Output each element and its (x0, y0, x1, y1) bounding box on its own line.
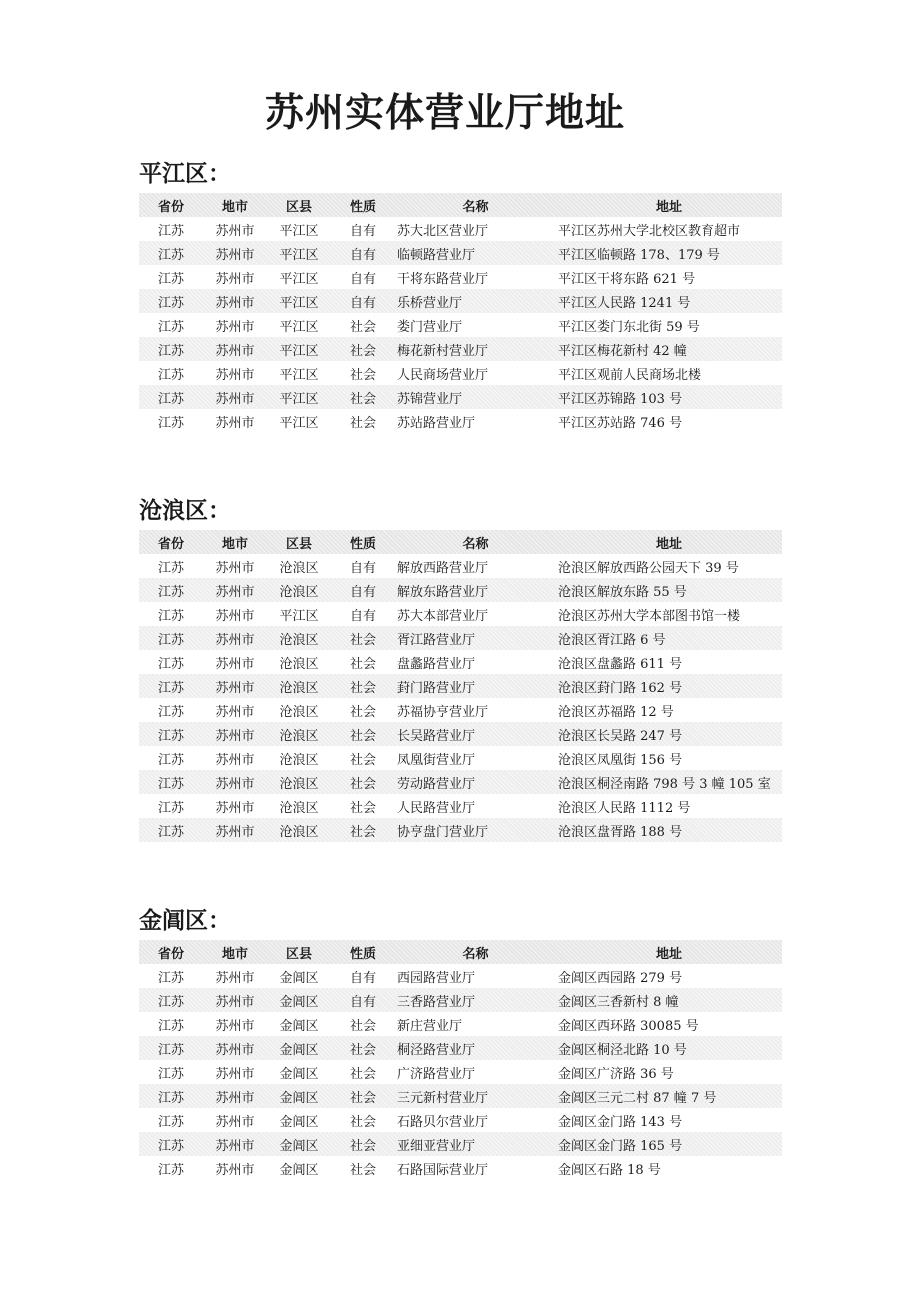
cell-province: 江苏 (157, 608, 184, 624)
cell-type: 社会 (349, 1066, 376, 1082)
page-title: 苏州实体营业厅地址 (264, 90, 625, 136)
cell-name: 乐桥营业厅 (397, 295, 463, 311)
cell-province: 江苏 (157, 223, 184, 239)
cell-city: 苏州市 (215, 1138, 255, 1154)
column-header-name: 名称 (462, 946, 489, 962)
cell-province: 江苏 (157, 1090, 184, 1106)
cell-address: 沧浪区盘蠡路 611 号 (558, 656, 683, 672)
cell-name: 梅花新村营业厅 (397, 343, 489, 359)
cell-province: 江苏 (157, 632, 184, 648)
cell-name: 葑门路营业厅 (397, 680, 476, 696)
cell-district: 金阊区 (279, 1162, 319, 1178)
cell-name: 苏大北区营业厅 (397, 223, 489, 239)
cell-province: 江苏 (157, 584, 184, 600)
cell-address: 金阊区金门路 143 号 (558, 1114, 683, 1130)
cell-type: 自有 (349, 295, 376, 311)
cell-name: 桐泾路营业厅 (397, 1042, 476, 1058)
cell-type: 自有 (349, 271, 376, 287)
column-header-address: 地址 (655, 199, 682, 215)
table-canglang (139, 530, 782, 842)
cell-address: 沧浪区长吴路 247 号 (558, 728, 683, 744)
cell-type: 社会 (349, 752, 376, 768)
cell-province: 江苏 (157, 824, 184, 840)
cell-type: 社会 (349, 1018, 376, 1034)
cell-district: 金阊区 (279, 1066, 319, 1082)
column-header-type: 性质 (349, 199, 376, 215)
table-row (139, 385, 782, 409)
cell-city: 苏州市 (215, 1066, 255, 1082)
cell-city: 苏州市 (215, 319, 255, 335)
cell-address: 金阊区石路 18 号 (558, 1162, 661, 1178)
cell-address: 沧浪区苏福路 12 号 (558, 704, 674, 720)
cell-district: 平江区 (279, 391, 319, 407)
cell-name: 协亨盘门营业厅 (397, 824, 489, 840)
cell-type: 自有 (349, 608, 376, 624)
cell-type: 自有 (349, 584, 376, 600)
table-row (139, 988, 782, 1012)
cell-city: 苏州市 (215, 1162, 255, 1178)
column-header-district: 区县 (285, 199, 312, 215)
cell-province: 江苏 (157, 415, 184, 431)
cell-district: 沧浪区 (279, 704, 319, 720)
table-row (139, 746, 782, 770)
cell-type: 社会 (349, 391, 376, 407)
table-pingjiang (139, 193, 782, 433)
cell-address: 平江区临顿路 178、179 号 (558, 247, 720, 263)
cell-type: 自有 (349, 223, 376, 239)
cell-district: 金阊区 (279, 1138, 319, 1154)
cell-address: 沧浪区解放西路公园天下 39 号 (558, 560, 739, 576)
cell-type: 社会 (349, 343, 376, 359)
cell-name: 临顿路营业厅 (397, 247, 476, 263)
section-heading-pingjiang: 平江区： (139, 160, 231, 187)
cell-district: 平江区 (279, 247, 319, 263)
cell-address: 平江区观前人民商场北楼 (558, 367, 702, 383)
cell-name: 劳动路营业厅 (397, 776, 476, 792)
cell-address: 平江区干将东路 621 号 (558, 271, 696, 287)
cell-district: 平江区 (279, 415, 319, 431)
cell-city: 苏州市 (215, 656, 255, 672)
table-row (139, 674, 782, 698)
cell-province: 江苏 (157, 1042, 184, 1058)
cell-district: 沧浪区 (279, 560, 319, 576)
column-header-province: 省份 (157, 536, 184, 552)
cell-address: 沧浪区人民路 1112 号 (558, 800, 691, 816)
cell-address: 金阊区三香新村 8 幢 (558, 994, 679, 1010)
cell-name: 广济路营业厅 (397, 1066, 476, 1082)
table-row (139, 1084, 782, 1108)
cell-district: 平江区 (279, 223, 319, 239)
table-row (139, 361, 782, 385)
cell-type: 社会 (349, 1114, 376, 1130)
cell-address: 沧浪区凤凰街 156 号 (558, 752, 683, 768)
cell-city: 苏州市 (215, 1090, 255, 1106)
table-jinchang (139, 940, 782, 1180)
cell-district: 金阊区 (279, 1114, 319, 1130)
cell-city: 苏州市 (215, 704, 255, 720)
cell-province: 江苏 (157, 776, 184, 792)
cell-city: 苏州市 (215, 343, 255, 359)
cell-district: 平江区 (279, 295, 319, 311)
cell-city: 苏州市 (215, 584, 255, 600)
cell-address: 平江区苏锦路 103 号 (558, 391, 683, 407)
cell-type: 社会 (349, 1162, 376, 1178)
cell-name: 人民商场营业厅 (397, 367, 489, 383)
cell-city: 苏州市 (215, 1114, 255, 1130)
cell-city: 苏州市 (215, 776, 255, 792)
table-row (139, 265, 782, 289)
cell-type: 社会 (349, 656, 376, 672)
cell-type: 自有 (349, 970, 376, 986)
cell-district: 沧浪区 (279, 800, 319, 816)
column-header-type: 性质 (349, 536, 376, 552)
cell-address: 金阊区金门路 165 号 (558, 1138, 683, 1154)
cell-district: 金阊区 (279, 1018, 319, 1034)
cell-district: 沧浪区 (279, 680, 319, 696)
cell-name: 三香路营业厅 (397, 994, 476, 1010)
table-header-row (139, 530, 782, 554)
cell-name: 石路贝尔营业厅 (397, 1114, 489, 1130)
cell-type: 社会 (349, 704, 376, 720)
cell-type: 社会 (349, 1042, 376, 1058)
cell-district: 金阊区 (279, 994, 319, 1010)
cell-province: 江苏 (157, 271, 184, 287)
cell-province: 江苏 (157, 656, 184, 672)
cell-type: 自有 (349, 247, 376, 263)
cell-district: 沧浪区 (279, 752, 319, 768)
cell-address: 沧浪区盘胥路 188 号 (558, 824, 683, 840)
cell-address: 平江区梅花新村 42 幢 (558, 343, 687, 359)
cell-name: 娄门营业厅 (397, 319, 463, 335)
cell-name: 苏大本部营业厅 (397, 608, 489, 624)
cell-city: 苏州市 (215, 295, 255, 311)
cell-name: 凤凰街营业厅 (397, 752, 476, 768)
cell-district: 平江区 (279, 608, 319, 624)
cell-type: 社会 (349, 824, 376, 840)
cell-district: 沧浪区 (279, 728, 319, 744)
table-row (139, 313, 782, 337)
column-header-district: 区县 (285, 946, 312, 962)
cell-name: 解放东路营业厅 (397, 584, 489, 600)
cell-city: 苏州市 (215, 247, 255, 263)
cell-district: 沧浪区 (279, 584, 319, 600)
cell-name: 亚细亚营业厅 (397, 1138, 476, 1154)
table-row (139, 1012, 782, 1036)
cell-city: 苏州市 (215, 391, 255, 407)
table-row (139, 722, 782, 746)
cell-name: 苏站路营业厅 (397, 415, 476, 431)
cell-district: 平江区 (279, 367, 319, 383)
cell-name: 苏福协亨营业厅 (397, 704, 489, 720)
cell-city: 苏州市 (215, 752, 255, 768)
cell-name: 人民路营业厅 (397, 800, 476, 816)
cell-name: 西园路营业厅 (397, 970, 476, 986)
cell-address: 沧浪区胥江路 6 号 (558, 632, 666, 648)
cell-city: 苏州市 (215, 560, 255, 576)
cell-city: 苏州市 (215, 223, 255, 239)
table-row (139, 964, 782, 988)
cell-city: 苏州市 (215, 800, 255, 816)
table-row (139, 818, 782, 842)
table-row (139, 1036, 782, 1060)
cell-province: 江苏 (157, 295, 184, 311)
column-header-city: 地市 (221, 946, 248, 962)
table-row (139, 698, 782, 722)
cell-name: 苏锦营业厅 (397, 391, 463, 407)
cell-type: 自有 (349, 560, 376, 576)
column-header-address: 地址 (655, 946, 682, 962)
section-heading-canglang: 沧浪区： (139, 497, 231, 524)
cell-province: 江苏 (157, 1066, 184, 1082)
column-header-city: 地市 (221, 536, 248, 552)
table-row (139, 770, 782, 794)
cell-city: 苏州市 (215, 632, 255, 648)
cell-city: 苏州市 (215, 415, 255, 431)
cell-city: 苏州市 (215, 1042, 255, 1058)
column-header-address: 地址 (655, 536, 682, 552)
cell-name: 解放西路营业厅 (397, 560, 489, 576)
cell-city: 苏州市 (215, 680, 255, 696)
cell-district: 平江区 (279, 271, 319, 287)
table-row (139, 602, 782, 626)
cell-name: 新庄营业厅 (397, 1018, 463, 1034)
cell-address: 金阊区桐泾北路 10 号 (558, 1042, 687, 1058)
table-row (139, 337, 782, 361)
cell-province: 江苏 (157, 560, 184, 576)
cell-address: 沧浪区葑门路 162 号 (558, 680, 683, 696)
cell-city: 苏州市 (215, 608, 255, 624)
cell-district: 平江区 (279, 319, 319, 335)
table-row (139, 409, 782, 433)
cell-district: 沧浪区 (279, 656, 319, 672)
cell-type: 社会 (349, 1138, 376, 1154)
column-header-name: 名称 (462, 536, 489, 552)
cell-province: 江苏 (157, 247, 184, 263)
cell-province: 江苏 (157, 319, 184, 335)
cell-type: 社会 (349, 415, 376, 431)
cell-name: 胥江路营业厅 (397, 632, 476, 648)
cell-address: 金阊区西环路 30085 号 (558, 1018, 699, 1034)
cell-province: 江苏 (157, 1162, 184, 1178)
cell-address: 金阊区广济路 36 号 (558, 1066, 674, 1082)
table-row (139, 1060, 782, 1084)
cell-address: 沧浪区解放东路 55 号 (558, 584, 687, 600)
cell-city: 苏州市 (215, 994, 255, 1010)
cell-type: 社会 (349, 776, 376, 792)
cell-name: 盘蠡路营业厅 (397, 656, 476, 672)
table-header-row (139, 193, 782, 217)
cell-address: 金阊区西园路 279 号 (558, 970, 683, 986)
cell-district: 金阊区 (279, 1090, 319, 1106)
cell-district: 沧浪区 (279, 824, 319, 840)
cell-address: 平江区苏站路 746 号 (558, 415, 683, 431)
cell-address: 沧浪区桐泾南路 798 号 3 幢 105 室 (558, 776, 771, 792)
cell-name: 石路国际营业厅 (397, 1162, 489, 1178)
cell-type: 社会 (349, 728, 376, 744)
table-row (139, 217, 782, 241)
cell-type: 社会 (349, 319, 376, 335)
cell-type: 社会 (349, 680, 376, 696)
cell-district: 金阊区 (279, 1042, 319, 1058)
column-header-name: 名称 (462, 199, 489, 215)
cell-city: 苏州市 (215, 1018, 255, 1034)
cell-province: 江苏 (157, 800, 184, 816)
cell-province: 江苏 (157, 728, 184, 744)
cell-district: 平江区 (279, 343, 319, 359)
cell-province: 江苏 (157, 680, 184, 696)
table-row (139, 289, 782, 313)
table-header-row (139, 940, 782, 964)
cell-province: 江苏 (157, 1018, 184, 1034)
cell-province: 江苏 (157, 1114, 184, 1130)
cell-province: 江苏 (157, 367, 184, 383)
table-row (139, 650, 782, 674)
cell-address: 平江区人民路 1241 号 (558, 295, 691, 311)
cell-type: 社会 (349, 1090, 376, 1106)
table-row (139, 794, 782, 818)
cell-province: 江苏 (157, 391, 184, 407)
cell-address: 平江区苏州大学北校区教育超市 (558, 223, 741, 239)
cell-name: 三元新村营业厅 (397, 1090, 489, 1106)
column-header-province: 省份 (157, 199, 184, 215)
cell-address: 金阊区三元二村 87 幢 7 号 (558, 1090, 717, 1106)
column-header-district: 区县 (285, 536, 312, 552)
cell-type: 社会 (349, 800, 376, 816)
cell-city: 苏州市 (215, 970, 255, 986)
cell-type: 社会 (349, 367, 376, 383)
cell-province: 江苏 (157, 994, 184, 1010)
table-row (139, 578, 782, 602)
cell-district: 沧浪区 (279, 632, 319, 648)
table-row (139, 1156, 782, 1180)
cell-name: 长吴路营业厅 (397, 728, 476, 744)
cell-province: 江苏 (157, 970, 184, 986)
cell-address: 沧浪区苏州大学本部图书馆一楼 (558, 608, 741, 624)
column-header-city: 地市 (221, 199, 248, 215)
cell-name: 干将东路营业厅 (397, 271, 489, 287)
cell-province: 江苏 (157, 704, 184, 720)
table-row (139, 554, 782, 578)
cell-district: 沧浪区 (279, 776, 319, 792)
section-heading-jinchang: 金阊区： (139, 907, 231, 934)
cell-city: 苏州市 (215, 271, 255, 287)
cell-city: 苏州市 (215, 728, 255, 744)
cell-type: 社会 (349, 632, 376, 648)
cell-province: 江苏 (157, 752, 184, 768)
table-row (139, 1108, 782, 1132)
cell-district: 金阊区 (279, 970, 319, 986)
cell-city: 苏州市 (215, 367, 255, 383)
column-header-type: 性质 (349, 946, 376, 962)
cell-type: 自有 (349, 994, 376, 1010)
cell-city: 苏州市 (215, 824, 255, 840)
table-row (139, 241, 782, 265)
table-row (139, 626, 782, 650)
cell-province: 江苏 (157, 343, 184, 359)
column-header-province: 省份 (157, 946, 184, 962)
table-row (139, 1132, 782, 1156)
cell-province: 江苏 (157, 1138, 184, 1154)
cell-address: 平江区娄门东北街 59 号 (558, 319, 700, 335)
